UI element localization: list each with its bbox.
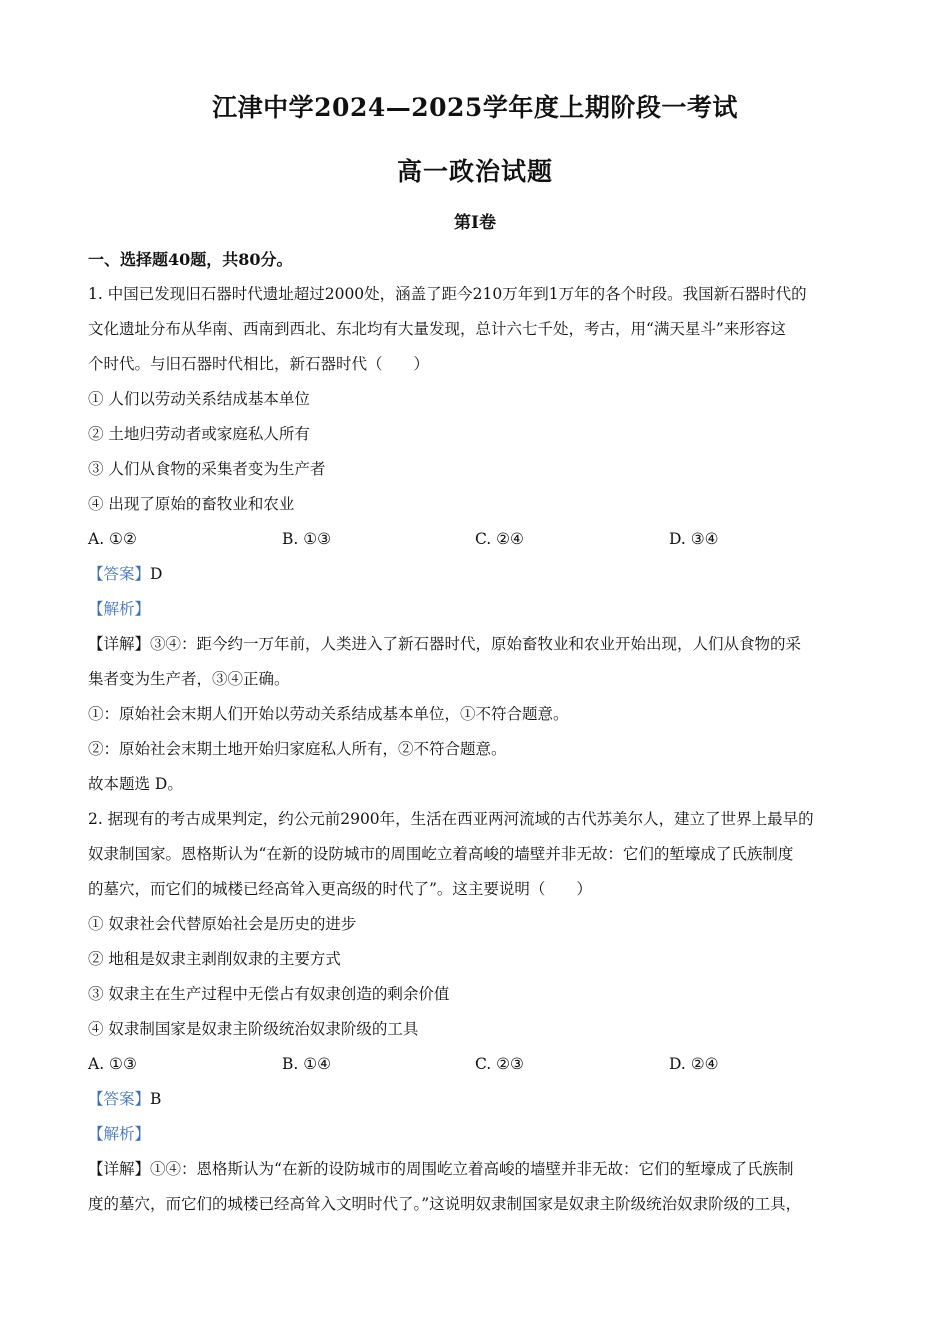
q2-item: ③ 奴隶主在生产过程中无偿占有奴隶创造的剩余价值 <box>88 985 450 1003</box>
q1-analysis <box>88 592 864 627</box>
q1-detail-line: ①：原始社会末期人们开始以劳动关系结成基本单位，①不符合题意。 <box>88 705 569 723</box>
q2-option-d: D. ②④ <box>669 1055 719 1073</box>
q1-stem-line: 文化遗址分布从华南、西南到西北、东北均有大量发现，总计六七千处，考古，用“满天星斗”来形容这 <box>88 320 786 338</box>
q2-item: ④ 奴隶制国家是奴隶主阶级统治奴隶阶级的工具 <box>88 1020 419 1038</box>
q1-item: ① 人们以劳动关系结成基本单位 <box>88 390 310 408</box>
analysis-tag: 【解析】 <box>88 600 151 618</box>
q1-item: ② 土地归劳动者或家庭私人所有 <box>88 425 310 443</box>
q1-options <box>88 522 864 557</box>
q1-option-b: B. ①③ <box>282 530 332 548</box>
q2-options <box>88 1047 864 1082</box>
section-heading: 一、选择题40题，共80分。 <box>88 250 293 269</box>
q2-analysis <box>88 1117 864 1152</box>
q2-option-b: B. ①④ <box>282 1055 332 1073</box>
part-label: 第Ⅰ卷 <box>454 213 496 233</box>
q2-stem-line: 奴隶制国家。恩格斯认为“在新的设防城市的周围屹立着高峻的墙壁并非无故：它们的堑壕成了氏族制度 <box>88 845 794 863</box>
answer-value: B <box>150 1090 162 1108</box>
q2-item: ② 地租是奴隶主剥削奴隶的主要方式 <box>88 950 341 968</box>
detail-text: ①④：恩格斯认为“在新的设防城市的周围屹立着高峻的墙壁并非无故：它们的堑壕成了氏族制 <box>150 1160 794 1178</box>
detail-text: ③④：距今约一万年前，人类进入了新石器时代，原始畜牧业和农业开始出现，人们从食物的采 <box>150 635 802 653</box>
exam-title: 江津中学2024—2025学年度上期阶段一考试 <box>212 93 738 122</box>
q1-stem-line: 个时代。与旧石器时代相比，新石器时代（ ） <box>88 355 430 373</box>
q1-answer <box>88 557 864 592</box>
exam-subtitle: 高一政治试题 <box>396 157 553 186</box>
q2-detail-line <box>88 1152 864 1187</box>
detail-tag: 【详解】 <box>88 1160 151 1178</box>
q2-stem-line: 的墓穴，而它们的城楼已经高耸入更高级的时代了”。这主要说明（ ） <box>88 880 592 898</box>
answer-value: D <box>150 565 163 583</box>
exam-content <box>88 242 864 1222</box>
q2-stem-line: 2. 据现有的考古成果判定，约公元前2900年，生活在西亚两河流域的古代苏美尔人，建立了世界上最早的 <box>88 810 814 828</box>
q2-item: ① 奴隶社会代替原始社会是历史的进步 <box>88 915 357 933</box>
detail-tag: 【详解】 <box>88 635 151 653</box>
q1-option-a: A. ①② <box>88 530 137 548</box>
q1-option-d: D. ③④ <box>669 530 719 548</box>
q1-option-c: C. ②④ <box>475 530 524 548</box>
analysis-tag: 【解析】 <box>88 1125 151 1143</box>
q1-item: ④ 出现了原始的畜牧业和农业 <box>88 495 295 513</box>
answer-tag: 【答案】 <box>88 1090 151 1108</box>
q1-detail-line <box>88 627 864 662</box>
q2-detail-line: 度的墓穴，而它们的城楼已经高耸入文明时代了。”这说明奴隶制国家是奴隶主阶级统治奴隶阶级的工具， <box>88 1195 802 1213</box>
q1-item: ③ 人们从食物的采集者变为生产者 <box>88 460 326 478</box>
q1-detail-line: ②：原始社会末期土地开始归家庭私人所有，②不符合题意。 <box>88 740 507 758</box>
answer-tag: 【答案】 <box>88 565 151 583</box>
q2-option-a: A. ①③ <box>88 1055 137 1073</box>
q1-detail-line: 集者变为生产者，③④正确。 <box>88 670 290 688</box>
q1-conclusion: 故本题选 D。 <box>88 775 183 793</box>
q1-stem-line: 1. 中国已发现旧石器时代遗址超过2000处，涵盖了距今210万年到1万年的各个时段。我国新石器时代的 <box>88 285 807 303</box>
q2-option-c: C. ②③ <box>475 1055 524 1073</box>
q2-answer <box>88 1082 864 1117</box>
